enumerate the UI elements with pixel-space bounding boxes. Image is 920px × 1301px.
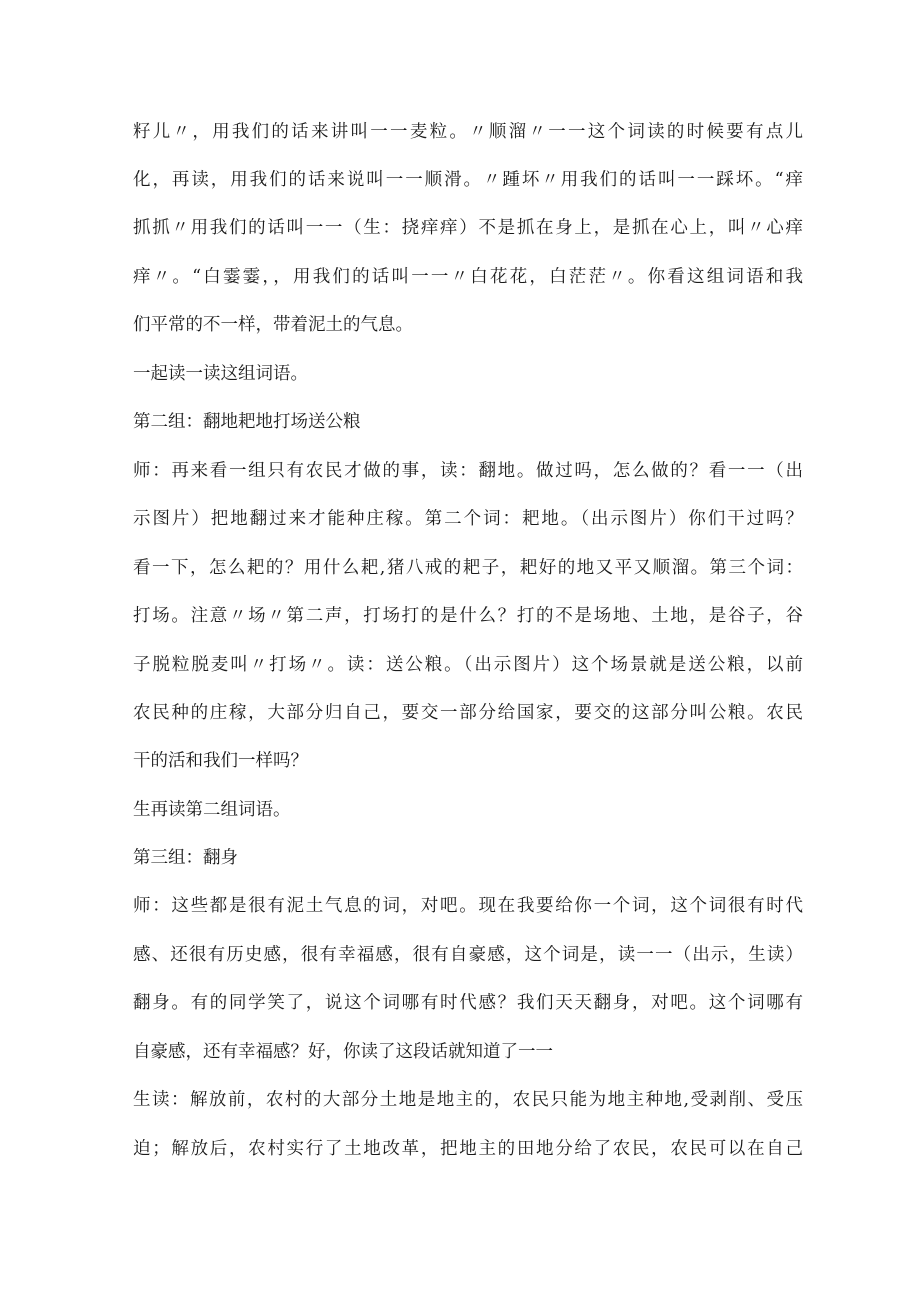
text-line-13: 农民种的庄稼，大部分归自己，要交一部分给国家，要交的这部分叫公粮。农民	[133, 703, 803, 723]
text-line-22: 迫；解放后，农村实行了土地改革，把地主的田地分给了农民，农民可以在自己	[133, 1139, 803, 1159]
text-line-5: 们平常的不一样，带着泥土的气息。	[133, 315, 413, 335]
text-line-21: 生读：解放前，农村的大部分土地是地主的，农民只能为地主种地,受剥削、受压	[133, 1090, 803, 1110]
text-line-17: 师：这些都是很有泥土气息的词，对吧。现在我要给你一个词，这个词很有时代	[133, 896, 803, 916]
text-line-1: 籽儿〃，用我们的话来讲叫一一麦粒。〃顺溜〃一一这个词读的时候要有点儿	[133, 122, 803, 142]
section-heading-2: 第二组：翻地耙地打场送公粮	[133, 412, 361, 432]
text-line-6: 一起读一读这组词语。	[133, 364, 308, 384]
text-line-10: 看一下，怎么耙的？用什么耙,猪八戒的耙子，耙好的地又平又顺溜。第三个词：	[133, 558, 803, 578]
text-line-4: 痒〃。“白霎霎，，用我们的话叫一一〃白花花，白茫茫〃。你看这组词语和我	[133, 267, 803, 287]
section-heading-3: 第三组：翻身	[133, 848, 238, 868]
text-line-11: 打场。注意〃场〃第二声，打场打的是什么？打的不是场地、土地，是谷子，谷	[133, 606, 803, 626]
text-line-18: 感、还很有历史感，很有幸福感，很有自豪感，这个词是，读一一（出示，生读）	[133, 945, 803, 965]
text-line-15: 生再读第二组词语。	[133, 800, 291, 820]
text-line-8: 师：再来看一组只有农民才做的事，读：翻地。做过吗，怎么做的？看一一（出	[133, 461, 803, 481]
text-line-19: 翻身。有的同学笑了，说这个词哪有时代感？我们天天翻身，对吧。这个词哪有	[133, 993, 803, 1013]
text-line-9: 示图片）把地翻过来才能种庄稼。第二个词：耙地。（出示图片）你们干过吗？	[133, 509, 803, 529]
text-line-14: 干的活和我们一样吗？	[133, 751, 308, 771]
text-line-3: 抓抓〃用我们的话叫一一（生：挠痒痒）不是抓在身上，是抓在心上，叫〃心痒	[133, 218, 803, 238]
text-line-2: 化，再读，用我们的话来说叫一一顺滑。〃踵坏〃用我们的话叫一一踩坏。“痒	[133, 170, 803, 190]
text-line-12: 子脱粒脱麦叫〃打场〃。读：送公粮。（出示图片）这个场景就是送公粮，以前	[133, 655, 803, 675]
text-line-20: 自豪感，还有幸福感？好，你读了这段话就知道了一一	[133, 1042, 553, 1062]
